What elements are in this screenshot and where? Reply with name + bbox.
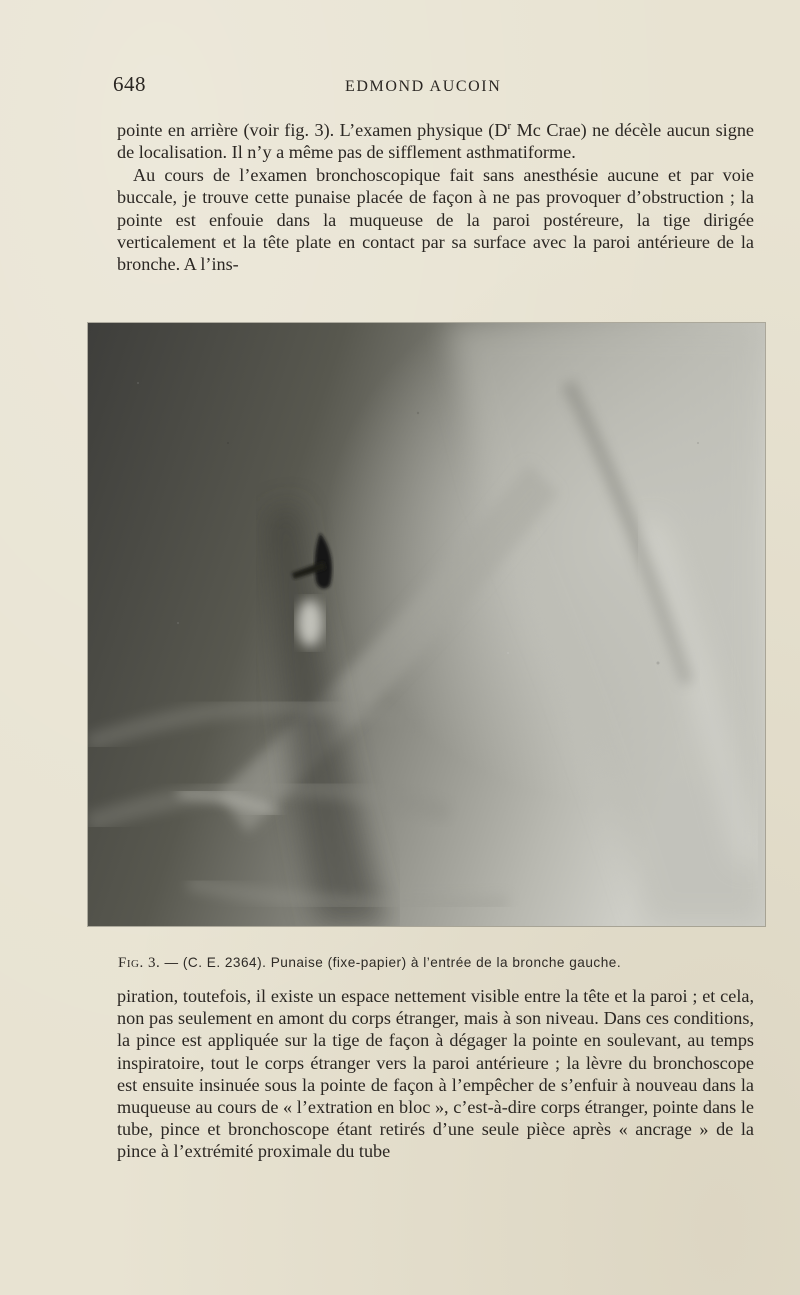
body-text-bottom — [117, 985, 754, 1163]
xray-figure — [88, 323, 765, 926]
paragraph-3: piration, toutefois, il existe un espace nettement visible entre la tête et la paroi ; et cela, non pas seulement en amont du corps étranger, mais à son niveau. Dans ces conditions, la pince est appliquée sur la tige de façon à dégager la pointe en soulevant, au temps inspiratoire, tout le corps étranger vers la paroi antérieure ; la lèvre du bronchoscope est ensuite insinuée sous la pointe de façon à l’empêcher de s’enfuir à nouveau dans la muqueuse au cours de « l’extration en bloc », c’est-à-dire corps étranger, pointe dans le tube, pince et bronchoscope étant retirés d’une seule pièce après « ancrage » de la pince à l’extrémité proximale du tube — [117, 986, 754, 1162]
paragraph-1-part-a: pointe en arrière (voir fig. 3). L’examen physique (D — [117, 120, 508, 140]
figure-caption-text: — (C. E. 2364). Punaise (fixe-papier) à l’entrée de la bronche gauche. — [160, 955, 622, 970]
paragraph-1 — [117, 119, 754, 164]
paragraph-1-part-b: Mc Crae) ne décèle aucun signe de localisation. Il n’y a même pas de sifflement asthmatiforme. — [117, 120, 754, 163]
paragraph-2: Au cours de l’examen bronchoscopique fait sans anesthésie aucune et par voie buccale, je trouve cette punaise placée de façon à ne pas provoquer d’obstruction ; la pointe est enfouie dans la muqueuse de la paroi postéreure, la tige dirigée verticalement et la tête plate en contact par sa surface avec la paroi antérieure de la bronche. A l’ins- — [117, 164, 754, 275]
running-head: EDMOND AUCOIN — [345, 78, 502, 95]
figure-caption — [118, 955, 758, 972]
body-text-top — [117, 119, 754, 276]
page-header — [113, 72, 752, 102]
figure-label: Fig. 3. — [118, 955, 161, 971]
xray-image — [88, 323, 765, 926]
page-number: 648 — [113, 72, 146, 96]
superscript-r: r — [507, 119, 512, 132]
